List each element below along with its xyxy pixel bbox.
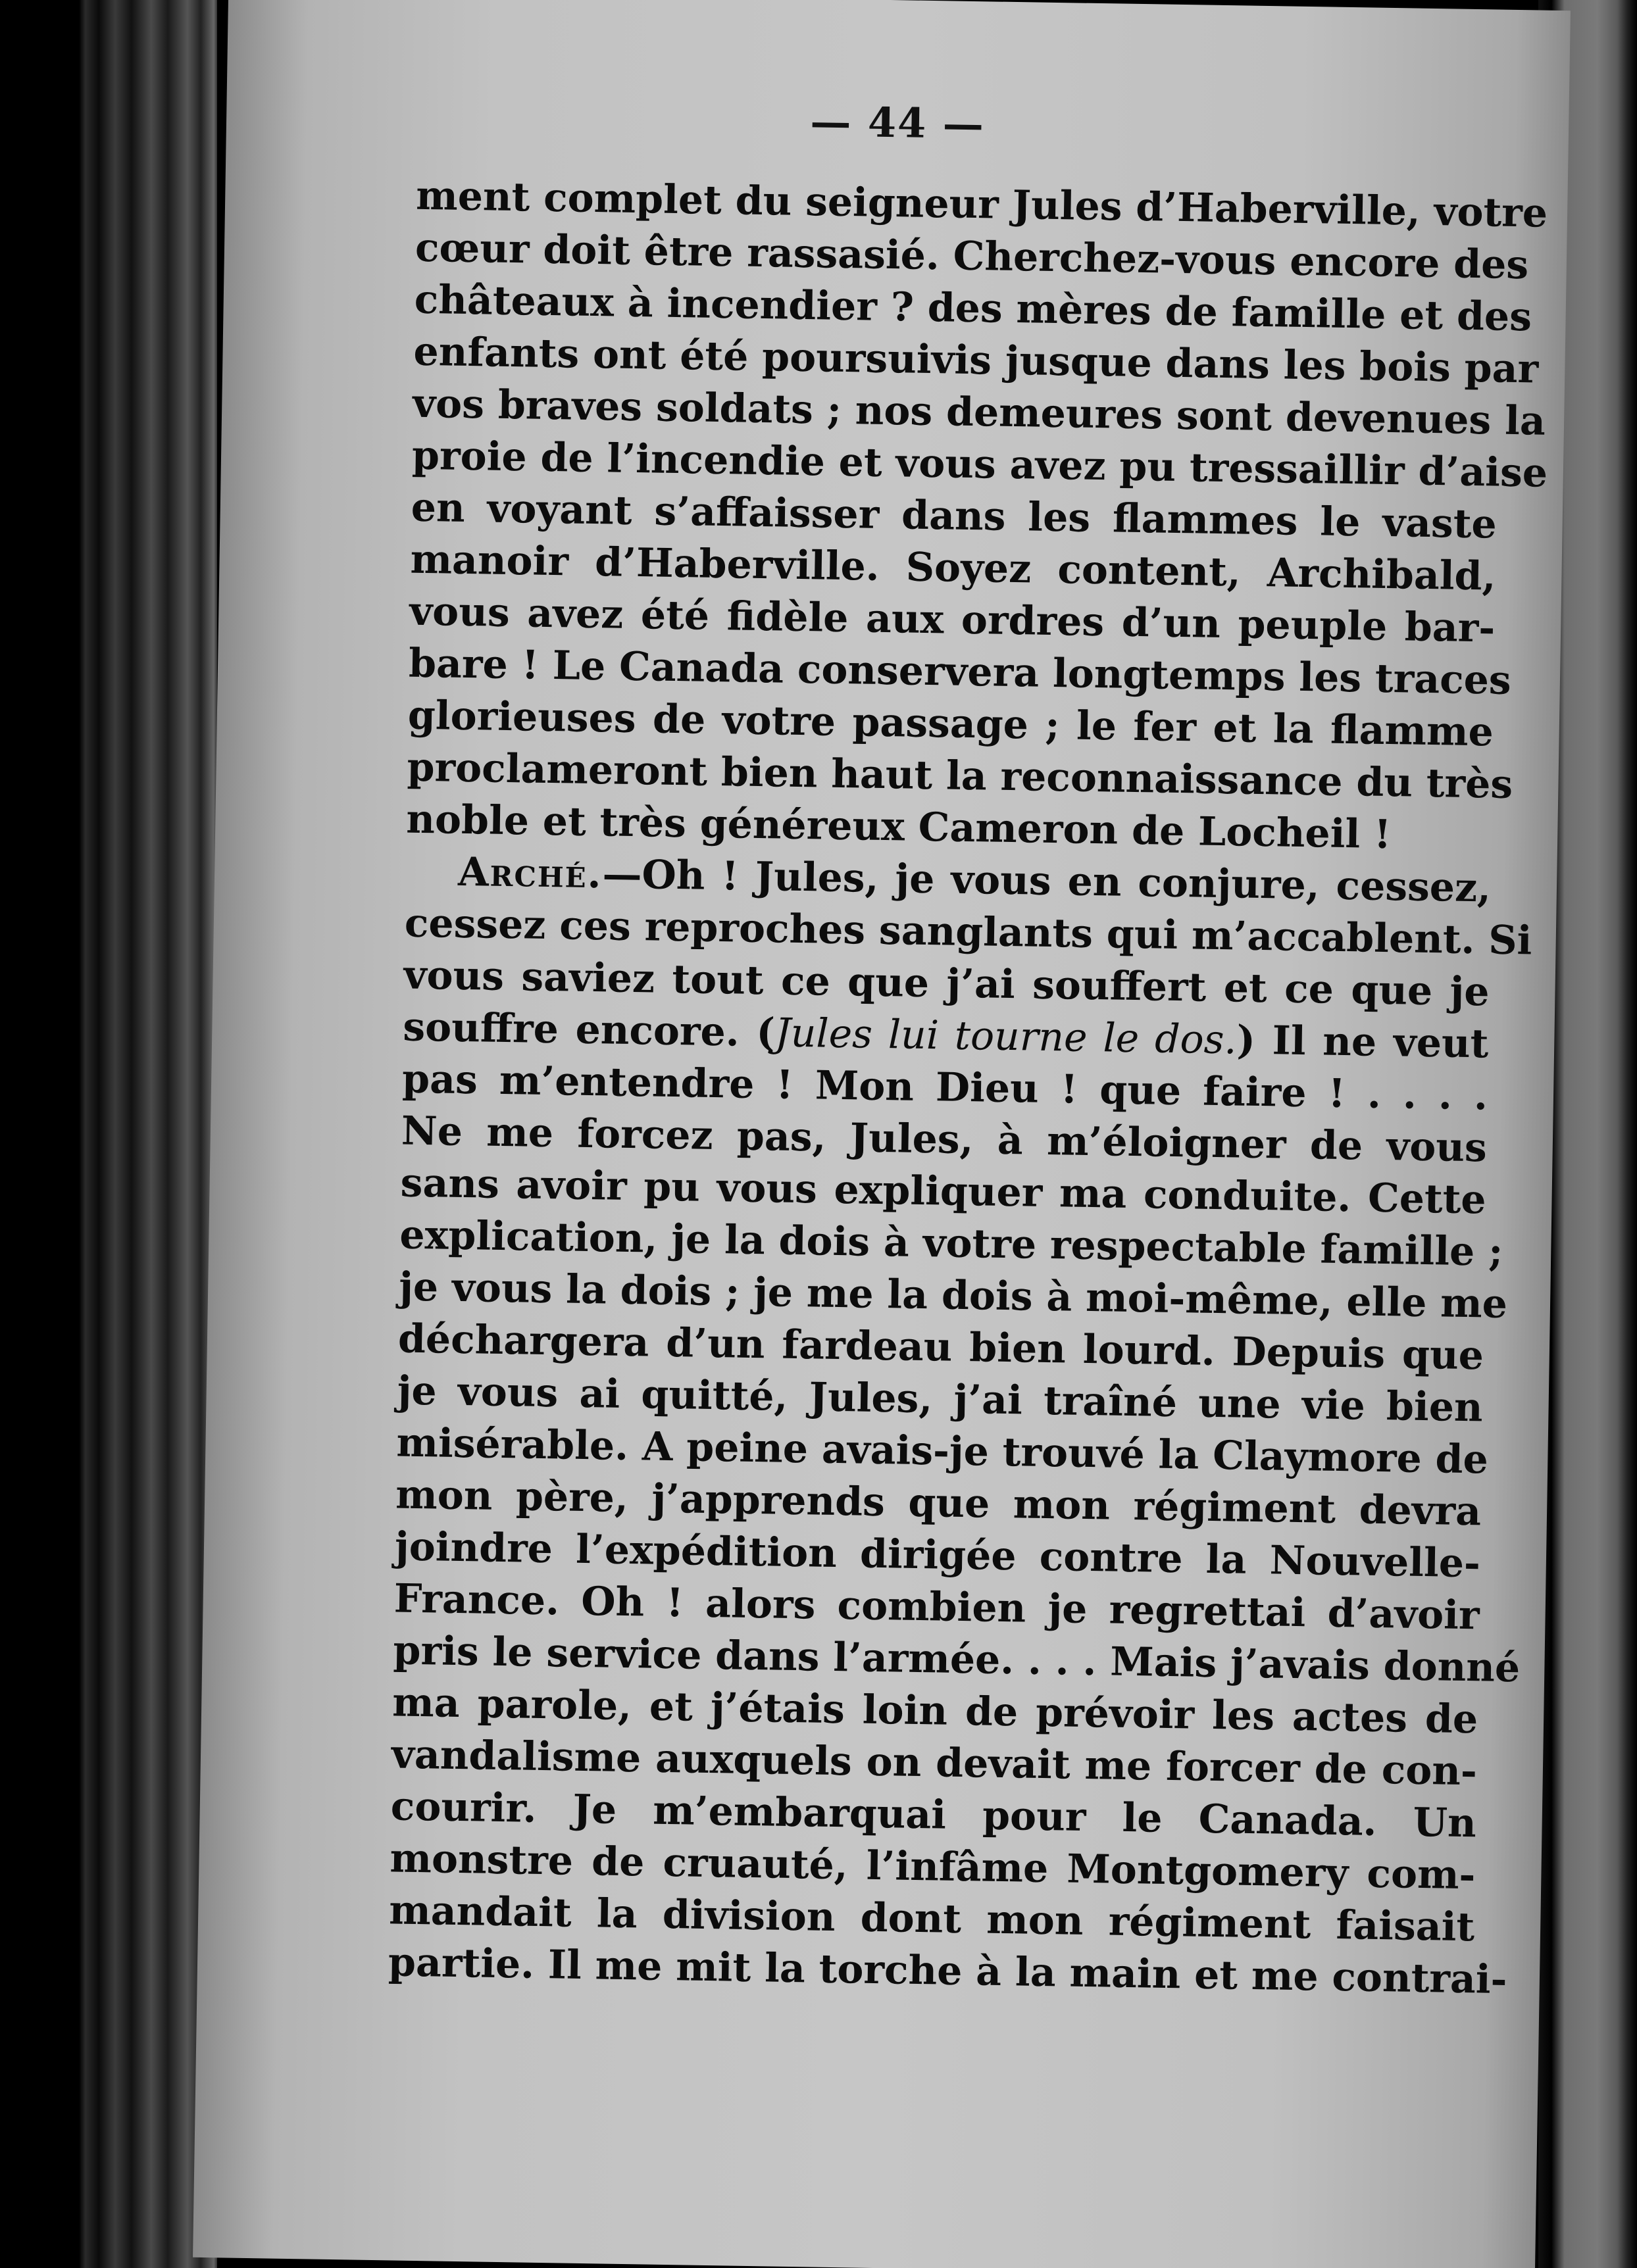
text-line: enfants ont été poursuivis jusque dans les bois par <box>413 328 1539 393</box>
stage-direction: Jules lui tourne le dos. <box>774 1010 1238 1064</box>
text-line: glorieuses de votre passage ; le fer et la flamme <box>407 692 1494 756</box>
text-line: bare ! Le Canada conservera longtemps les traces <box>408 640 1512 704</box>
text-line: proie de l’incendie et vous avez pu tressaillir d’aise <box>411 432 1548 497</box>
book-binding <box>0 0 217 2268</box>
speech-text: ) Il ne veut <box>1236 1017 1489 1068</box>
text-line: cessez ces reproches sanglants qui m’accablent. Si <box>404 900 1532 964</box>
text-line: je vous ai quitté, Jules, j’ai traîné une vie bien <box>397 1368 1484 1431</box>
speech-text: souffre encore. ( <box>402 1004 776 1056</box>
text-line: manoir d’Haberville. Soyez content, Archibald, <box>410 536 1496 600</box>
text-line: je vous la dois ; je me la dois à moi-même, elle me <box>398 1264 1508 1327</box>
text-line: proclameront bien haut la reconnaissance du très <box>407 744 1513 808</box>
text-line: mandait la division dont mon régiment faisait <box>388 1887 1475 1951</box>
text-line: Ne me forcez pas, Jules, à m’éloigner de vous <box>401 1108 1488 1171</box>
text-line: sans avoir pu vous expliquer ma conduite. Cette <box>400 1160 1487 1223</box>
page-text <box>388 170 1548 2006</box>
text-line: vous saviez tout ce que j’ai souffert et ce que je <box>403 952 1490 1016</box>
text-line: joindre l’expédition dirigée contre la Nouvelle- <box>394 1523 1481 1587</box>
text-line: châteaux à incendier ? des mères de famille et des <box>414 276 1532 341</box>
text-line: misérable. A peine avais-je trouvé la Claymore de <box>395 1419 1489 1483</box>
text-line: ma parole, et j’étais loin de prévoir les actes de <box>391 1679 1478 1743</box>
text-line: en voyant s’affaisser dans les flammes le vaste <box>411 484 1498 548</box>
text-line: explication, je la dois à votre respectable famille ; <box>399 1212 1503 1275</box>
text-line: courir. Je m’embarquai pour le Canada. Un <box>390 1783 1477 1847</box>
speech-text: —Oh ! Jules, je vous en conjure, cessez, <box>602 851 1492 912</box>
page-number: — 44 — <box>809 97 986 149</box>
text-line: partie. Il me mit la torche à la main et me contrai- <box>388 1939 1508 2004</box>
text-line: monstre de cruauté, l’infâme Montgomery com- <box>390 1835 1476 1899</box>
text-line: pris le service dans l’armée. . . . Mais j’avais donné <box>393 1627 1521 1692</box>
text-line: noble et très généreux Cameron de Locheil ! <box>405 796 1392 858</box>
text-line: France. Oh ! alors combien je regrettai d’avoir <box>393 1575 1480 1639</box>
text-line: vous avez été fidèle aux ordres d’un peuple bar- <box>409 588 1496 652</box>
text-line: vandalisme auxquels on devait me forcer de con- <box>391 1731 1478 1795</box>
speaker-name: Arché. <box>457 849 603 898</box>
text-line: mon père, j’apprends que mon régiment devra <box>395 1471 1482 1535</box>
text-line: cœur doit être rassasié. Cherchez-vous encore des <box>415 224 1529 289</box>
text-line: vos braves soldats ; nos demeures sont devenues la <box>412 380 1546 445</box>
text-line: ment complet du seigneur Jules d’Haberville, votre <box>415 172 1548 237</box>
text-line: pas m’entendre ! Mon Dieu ! que faire ! . . . . <box>401 1056 1488 1120</box>
text-line: déchargera d’un fardeau bien lourd. Depuis que <box>397 1316 1484 1379</box>
book-page <box>193 0 1571 2268</box>
